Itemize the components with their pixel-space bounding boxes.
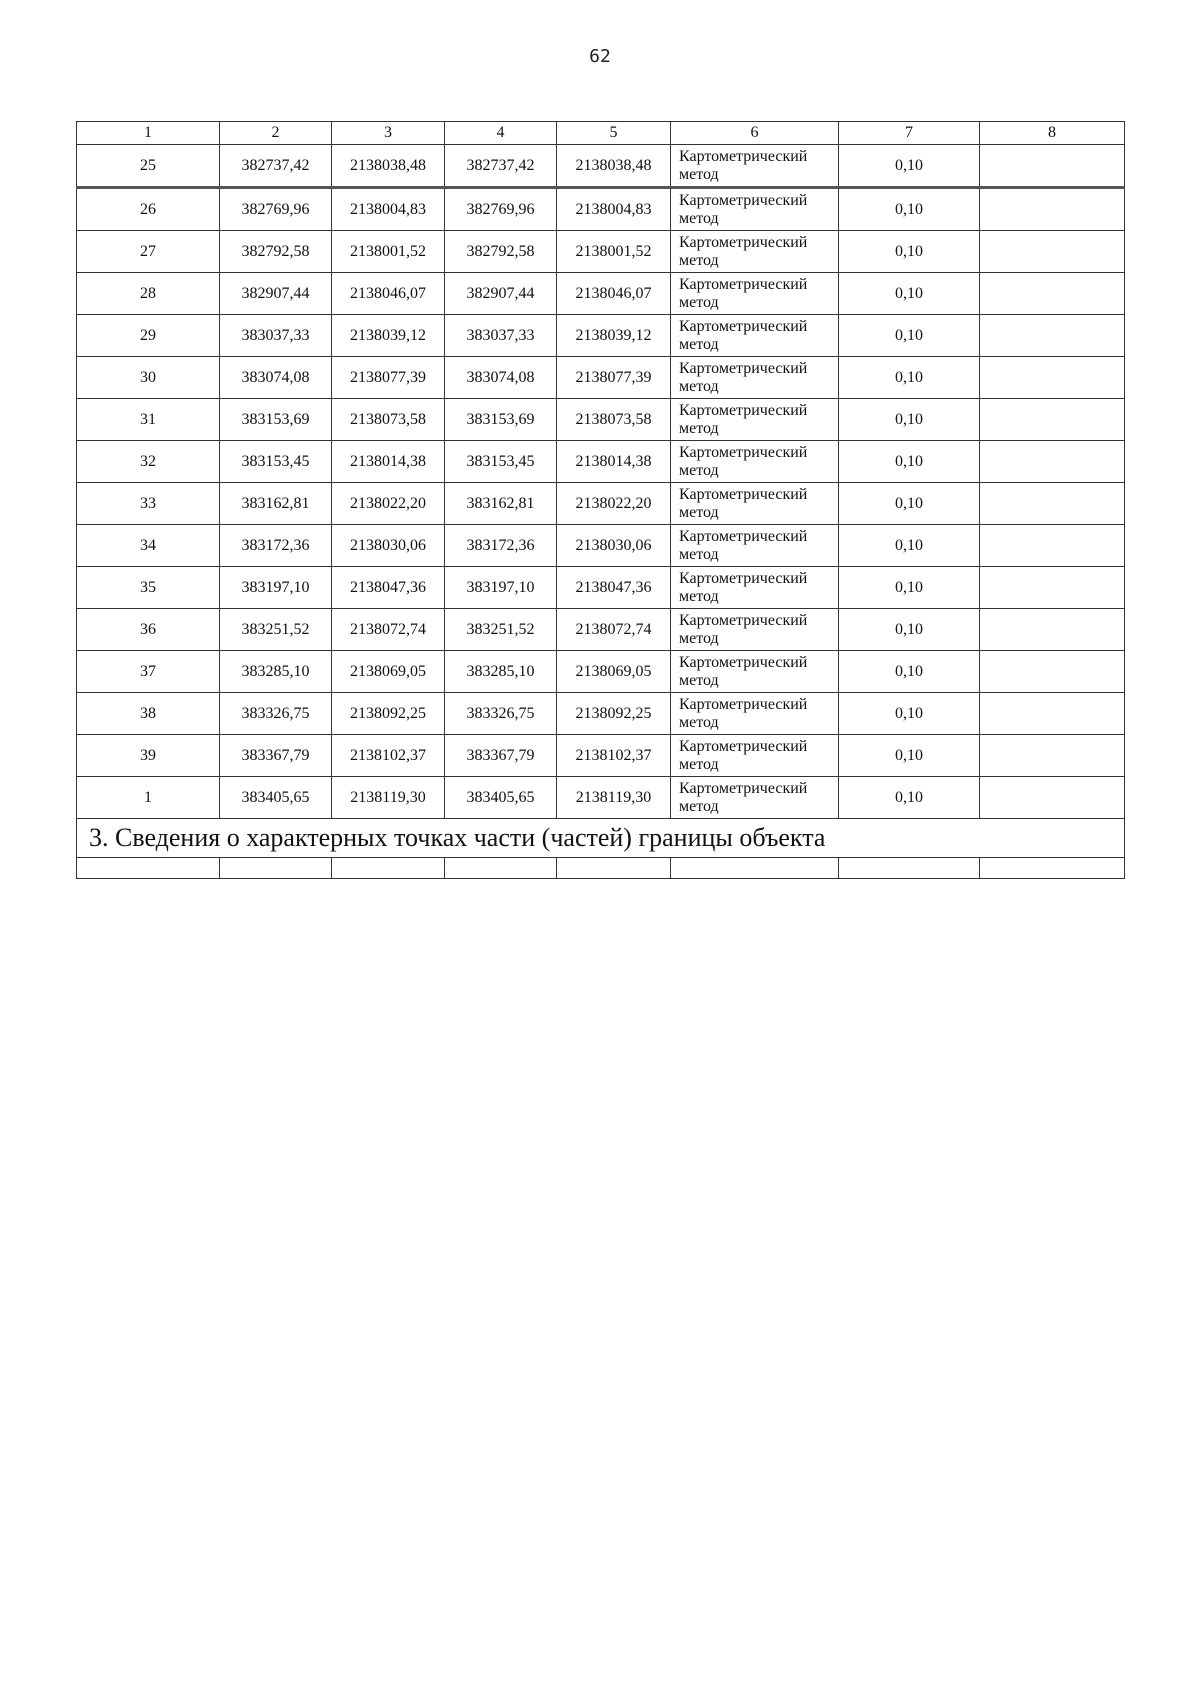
method-text: метод [679, 293, 719, 311]
x-coordinate-cell: 383251,52 [220, 609, 332, 651]
method-text: метод [679, 503, 719, 521]
point-number-cell: 37 [77, 651, 220, 693]
y-coordinate-cell: 2138004,83 [332, 188, 445, 231]
y-coordinate-cell: 2138022,20 [332, 483, 445, 525]
description-cell [980, 273, 1125, 315]
column-header: 1 [77, 122, 220, 145]
y-coordinate-cell: 2138092,25 [332, 693, 445, 735]
method-text: Картометрический [679, 695, 808, 713]
point-number-cell: 27 [77, 231, 220, 273]
precision-cell: 0,10 [839, 609, 980, 651]
method-text: Картометрический [679, 275, 808, 293]
method-cell [671, 693, 839, 735]
method-text: метод [679, 797, 719, 815]
y-coordinate-cell: 2138077,39 [332, 357, 445, 399]
precision-cell: 0,10 [839, 651, 980, 693]
x-coordinate-cell: 382737,42 [220, 145, 332, 188]
empty-cell [557, 858, 671, 879]
x-coordinate-new-cell: 383153,69 [445, 399, 557, 441]
table-header-row [77, 122, 1125, 145]
table-row [77, 483, 1125, 525]
point-number-cell: 25 [77, 145, 220, 188]
y-coordinate-cell: 2138073,58 [332, 399, 445, 441]
section-title: 3. Сведения о характерных точках части (частей) границы объекта [77, 819, 1125, 858]
precision-cell: 0,10 [839, 357, 980, 399]
column-header: 7 [839, 122, 980, 145]
point-number-cell: 38 [77, 693, 220, 735]
precision-cell: 0,10 [839, 231, 980, 273]
precision-cell: 0,10 [839, 188, 980, 231]
point-number-cell: 28 [77, 273, 220, 315]
precision-cell: 0,10 [839, 777, 980, 819]
method-cell [671, 609, 839, 651]
description-cell [980, 357, 1125, 399]
method-cell [671, 188, 839, 231]
column-header: 8 [980, 122, 1125, 145]
table-row [77, 441, 1125, 483]
method-text: метод [679, 629, 719, 647]
precision-cell: 0,10 [839, 525, 980, 567]
method-cell [671, 145, 839, 188]
x-coordinate-cell: 383197,10 [220, 567, 332, 609]
method-text: метод [679, 713, 719, 731]
table-row [77, 567, 1125, 609]
method-text: Картометрический [679, 653, 808, 671]
method-text: Картометрический [679, 527, 808, 545]
x-coordinate-new-cell: 382737,42 [445, 145, 557, 188]
precision-cell: 0,10 [839, 273, 980, 315]
method-text: Картометрический [679, 191, 808, 209]
method-text: метод [679, 419, 719, 437]
coordinates-table [76, 121, 1125, 879]
method-cell [671, 567, 839, 609]
y-coordinate-new-cell: 2138102,37 [557, 735, 671, 777]
y-coordinate-cell: 2138046,07 [332, 273, 445, 315]
description-cell [980, 525, 1125, 567]
description-cell [980, 399, 1125, 441]
description-cell [980, 777, 1125, 819]
description-cell [980, 567, 1125, 609]
y-coordinate-new-cell: 2138077,39 [557, 357, 671, 399]
point-number-cell: 35 [77, 567, 220, 609]
x-coordinate-new-cell: 383197,10 [445, 567, 557, 609]
y-coordinate-new-cell: 2138092,25 [557, 693, 671, 735]
point-number-cell: 33 [77, 483, 220, 525]
point-number-cell: 29 [77, 315, 220, 357]
method-cell [671, 735, 839, 777]
precision-cell: 0,10 [839, 735, 980, 777]
empty-cell [980, 858, 1125, 879]
x-coordinate-new-cell: 383074,08 [445, 357, 557, 399]
x-coordinate-cell: 383367,79 [220, 735, 332, 777]
method-cell [671, 315, 839, 357]
empty-row [77, 858, 1125, 879]
empty-cell [839, 858, 980, 879]
y-coordinate-new-cell: 2138047,36 [557, 567, 671, 609]
method-cell [671, 231, 839, 273]
method-text: метод [679, 671, 719, 689]
method-text: метод [679, 755, 719, 773]
method-text: Картометрический [679, 443, 808, 461]
table-row [77, 525, 1125, 567]
x-coordinate-cell: 382907,44 [220, 273, 332, 315]
y-coordinate-new-cell: 2138046,07 [557, 273, 671, 315]
method-text: Картометрический [679, 317, 808, 335]
method-text: Картометрический [679, 147, 808, 165]
precision-cell: 0,10 [839, 315, 980, 357]
description-cell [980, 609, 1125, 651]
method-cell [671, 357, 839, 399]
table-row [77, 357, 1125, 399]
table-row [77, 735, 1125, 777]
description-cell [980, 231, 1125, 273]
y-coordinate-new-cell: 2138039,12 [557, 315, 671, 357]
method-cell [671, 651, 839, 693]
description-cell [980, 693, 1125, 735]
precision-cell: 0,10 [839, 441, 980, 483]
point-number-cell: 26 [77, 188, 220, 231]
point-number-cell: 30 [77, 357, 220, 399]
x-coordinate-new-cell: 383285,10 [445, 651, 557, 693]
x-coordinate-new-cell: 383367,79 [445, 735, 557, 777]
description-cell [980, 735, 1125, 777]
table-row [77, 315, 1125, 357]
method-text: Картометрический [679, 779, 808, 797]
method-text: метод [679, 545, 719, 563]
point-number-cell: 36 [77, 609, 220, 651]
page-number: 62 [589, 46, 611, 67]
method-text: Картометрический [679, 485, 808, 503]
description-cell [980, 188, 1125, 231]
y-coordinate-cell: 2138069,05 [332, 651, 445, 693]
method-text: Картометрический [679, 611, 808, 629]
x-coordinate-new-cell: 383251,52 [445, 609, 557, 651]
description-cell [980, 651, 1125, 693]
precision-cell: 0,10 [839, 145, 980, 188]
x-coordinate-new-cell: 383405,65 [445, 777, 557, 819]
y-coordinate-cell: 2138102,37 [332, 735, 445, 777]
x-coordinate-cell: 383162,81 [220, 483, 332, 525]
empty-cell [445, 858, 557, 879]
x-coordinate-cell: 382792,58 [220, 231, 332, 273]
point-number-cell: 32 [77, 441, 220, 483]
x-coordinate-new-cell: 383172,36 [445, 525, 557, 567]
x-coordinate-cell: 383326,75 [220, 693, 332, 735]
x-coordinate-cell: 383285,10 [220, 651, 332, 693]
y-coordinate-new-cell: 2138038,48 [557, 145, 671, 188]
y-coordinate-new-cell: 2138004,83 [557, 188, 671, 231]
y-coordinate-cell: 2138047,36 [332, 567, 445, 609]
table-row [77, 777, 1125, 819]
precision-cell: 0,10 [839, 399, 980, 441]
method-text: Картометрический [679, 233, 808, 251]
table-row [77, 651, 1125, 693]
x-coordinate-cell: 383074,08 [220, 357, 332, 399]
x-coordinate-new-cell: 383037,33 [445, 315, 557, 357]
x-coordinate-cell: 382769,96 [220, 188, 332, 231]
x-coordinate-cell: 383172,36 [220, 525, 332, 567]
description-cell [980, 483, 1125, 525]
method-text: Картометрический [679, 359, 808, 377]
table-row [77, 693, 1125, 735]
table-row [77, 145, 1125, 188]
y-coordinate-new-cell: 2138073,58 [557, 399, 671, 441]
column-header: 6 [671, 122, 839, 145]
description-cell [980, 441, 1125, 483]
method-cell [671, 441, 839, 483]
x-coordinate-new-cell: 382769,96 [445, 188, 557, 231]
y-coordinate-new-cell: 2138119,30 [557, 777, 671, 819]
x-coordinate-new-cell: 383326,75 [445, 693, 557, 735]
table-row [77, 273, 1125, 315]
method-text: метод [679, 251, 719, 269]
y-coordinate-new-cell: 2138072,74 [557, 609, 671, 651]
empty-cell [332, 858, 445, 879]
method-text: метод [679, 209, 719, 227]
column-header: 2 [220, 122, 332, 145]
method-text: метод [679, 335, 719, 353]
table-row [77, 399, 1125, 441]
method-text: Картометрический [679, 401, 808, 419]
table-row [77, 188, 1125, 231]
y-coordinate-new-cell: 2138022,20 [557, 483, 671, 525]
method-cell [671, 399, 839, 441]
empty-cell [671, 858, 839, 879]
y-coordinate-cell: 2138038,48 [332, 145, 445, 188]
x-coordinate-cell: 383153,45 [220, 441, 332, 483]
y-coordinate-new-cell: 2138001,52 [557, 231, 671, 273]
method-text: метод [679, 587, 719, 605]
method-cell [671, 273, 839, 315]
description-cell [980, 315, 1125, 357]
y-coordinate-cell: 2138001,52 [332, 231, 445, 273]
method-cell [671, 483, 839, 525]
y-coordinate-cell: 2138014,38 [332, 441, 445, 483]
x-coordinate-new-cell: 383153,45 [445, 441, 557, 483]
x-coordinate-cell: 383153,69 [220, 399, 332, 441]
precision-cell: 0,10 [839, 483, 980, 525]
method-text: Картометрический [679, 569, 808, 587]
y-coordinate-new-cell: 2138014,38 [557, 441, 671, 483]
table-row [77, 609, 1125, 651]
method-cell [671, 525, 839, 567]
precision-cell: 0,10 [839, 693, 980, 735]
y-coordinate-cell: 2138039,12 [332, 315, 445, 357]
y-coordinate-cell: 2138119,30 [332, 777, 445, 819]
method-text: метод [679, 377, 719, 395]
point-number-cell: 39 [77, 735, 220, 777]
x-coordinate-new-cell: 382792,58 [445, 231, 557, 273]
x-coordinate-new-cell: 382907,44 [445, 273, 557, 315]
x-coordinate-cell: 383405,65 [220, 777, 332, 819]
y-coordinate-cell: 2138030,06 [332, 525, 445, 567]
method-text: Картометрический [679, 737, 808, 755]
column-header: 4 [445, 122, 557, 145]
point-number-cell: 31 [77, 399, 220, 441]
x-coordinate-cell: 383037,33 [220, 315, 332, 357]
y-coordinate-cell: 2138072,74 [332, 609, 445, 651]
description-cell [980, 145, 1125, 188]
column-header: 5 [557, 122, 671, 145]
table-row [77, 231, 1125, 273]
point-number-cell: 1 [77, 777, 220, 819]
column-header: 3 [332, 122, 445, 145]
empty-cell [77, 858, 220, 879]
y-coordinate-new-cell: 2138030,06 [557, 525, 671, 567]
section-row [77, 819, 1125, 858]
point-number-cell: 34 [77, 525, 220, 567]
y-coordinate-new-cell: 2138069,05 [557, 651, 671, 693]
method-text: метод [679, 165, 719, 183]
precision-cell: 0,10 [839, 567, 980, 609]
x-coordinate-new-cell: 383162,81 [445, 483, 557, 525]
method-cell [671, 777, 839, 819]
empty-cell [220, 858, 332, 879]
method-text: метод [679, 461, 719, 479]
